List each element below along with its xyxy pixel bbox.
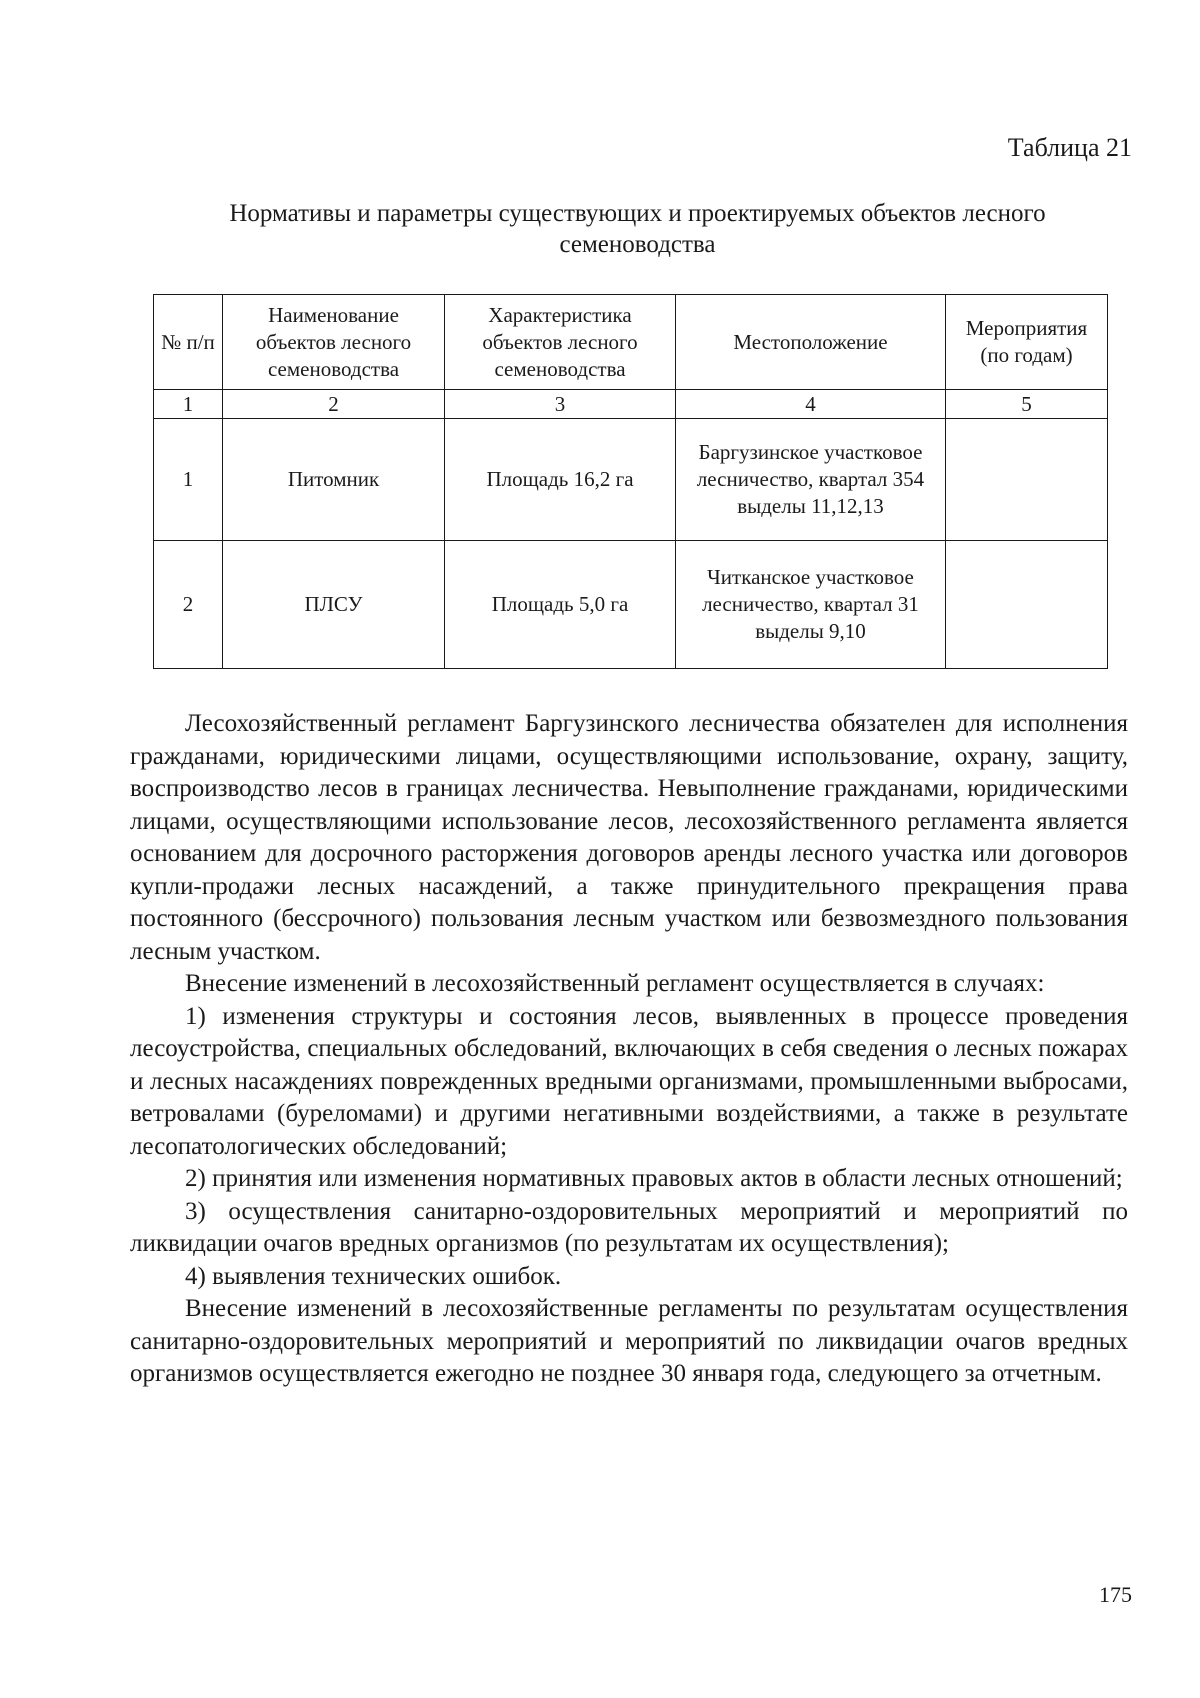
cell-characteristic: Площадь 5,0 га bbox=[445, 541, 676, 669]
column-number-cell: 2 bbox=[223, 390, 445, 419]
column-number-cell: 5 bbox=[946, 390, 1108, 419]
paragraph-amendment-cases: Внесение изменений в лесохозяйственный регламент осуществляется в случаях: bbox=[185, 970, 1045, 997]
cell-activities bbox=[946, 419, 1108, 541]
header-cell-location: Местоположение bbox=[676, 295, 946, 390]
cell-number: 1 bbox=[154, 419, 223, 541]
table-row bbox=[154, 541, 1108, 669]
list-item: 4) выявления технических ошибок. bbox=[185, 1262, 562, 1290]
cell-characteristic: Площадь 16,2 га bbox=[445, 419, 676, 541]
column-number-cell: 3 bbox=[445, 390, 676, 419]
cell-location: Баргузинское участковое лесничество, квартал 354 выделы 11,12,13 bbox=[676, 419, 946, 541]
list-item: 1) изменения структуры и состояния лесов, выявленных в процессе проведения лесоустройства, специальных обследований, включающих в себя сведения о лесных пожарах и лесных насаждениях поврежденных вредными организмами, промышленными выбросами, ветровалами (буреломами) и другими негативными воздействиями, а также в результате лесопатологических обследований; bbox=[130, 1002, 1128, 1160]
paragraph-annual-amendment: Внесение изменений в лесохозяйственные регламенты по результатам осуществления санитарно-оздоровительных мероприятий и мероприятий по ликвидации очагов вредных организмов осуществляется ежегодно не позднее 30 января года, следующего за отчетным. bbox=[130, 1295, 1128, 1387]
page-number: 175 bbox=[1099, 1582, 1132, 1607]
list-item: 3) осуществления санитарно-оздоровительных мероприятий и мероприятий по ликвидации очагов вредных организмов (по результатам их осуществления); bbox=[130, 1197, 1128, 1257]
header-cell-name: Наименование объектов лесного семеноводства bbox=[223, 295, 445, 390]
cell-name: Питомник bbox=[223, 419, 445, 541]
header-cell-activities: Мероприятия (по годам) bbox=[946, 295, 1108, 390]
header-cell-number: № п/п bbox=[154, 295, 223, 390]
table-title: Нормативы и параметры существующих и проектируемых объектов лесного семеноводства bbox=[229, 200, 1046, 258]
cell-location: Читканское участковое лесничество, квартал 31 выделы 9,10 bbox=[676, 541, 946, 669]
cell-activities bbox=[946, 541, 1108, 669]
table-header-row bbox=[154, 295, 1108, 390]
table-row bbox=[154, 419, 1108, 541]
cell-name: ПЛСУ bbox=[223, 541, 445, 669]
column-number-cell: 4 bbox=[676, 390, 946, 419]
table-label: Таблица 21 bbox=[1007, 133, 1132, 162]
column-number-row bbox=[154, 390, 1108, 419]
column-number-cell: 1 bbox=[154, 390, 223, 419]
header-cell-characteristic: Характеристика объектов лесного семеноводства bbox=[445, 295, 676, 390]
cell-number: 2 bbox=[154, 541, 223, 669]
paragraph-regulation-obligation: Лесохозяйственный регламент Баргузинского лесничества обязателен для исполнения гражданами, юридическими лицами, осуществляющими использование, охрану, защиту, воспроизводство лесов в границах лесничества. Невыполнение гражданами, юридическими лицами, осуществляющими использование лесов, лесохозяйственного регламента является основанием для досрочного расторжения договоров аренды лесного участка или договоров купли-продажи лесных насаждений, а также принудительного прекращения права постоянного (бессрочного) пользования лесным участком или безвозмездного пользования лесным участком. bbox=[130, 710, 1128, 965]
body-text bbox=[130, 708, 1128, 1391]
list-item: 2) принятия или изменения нормативных правовых актов в области лесных отношений; bbox=[185, 1165, 1123, 1192]
seed-objects-table bbox=[153, 294, 1108, 669]
